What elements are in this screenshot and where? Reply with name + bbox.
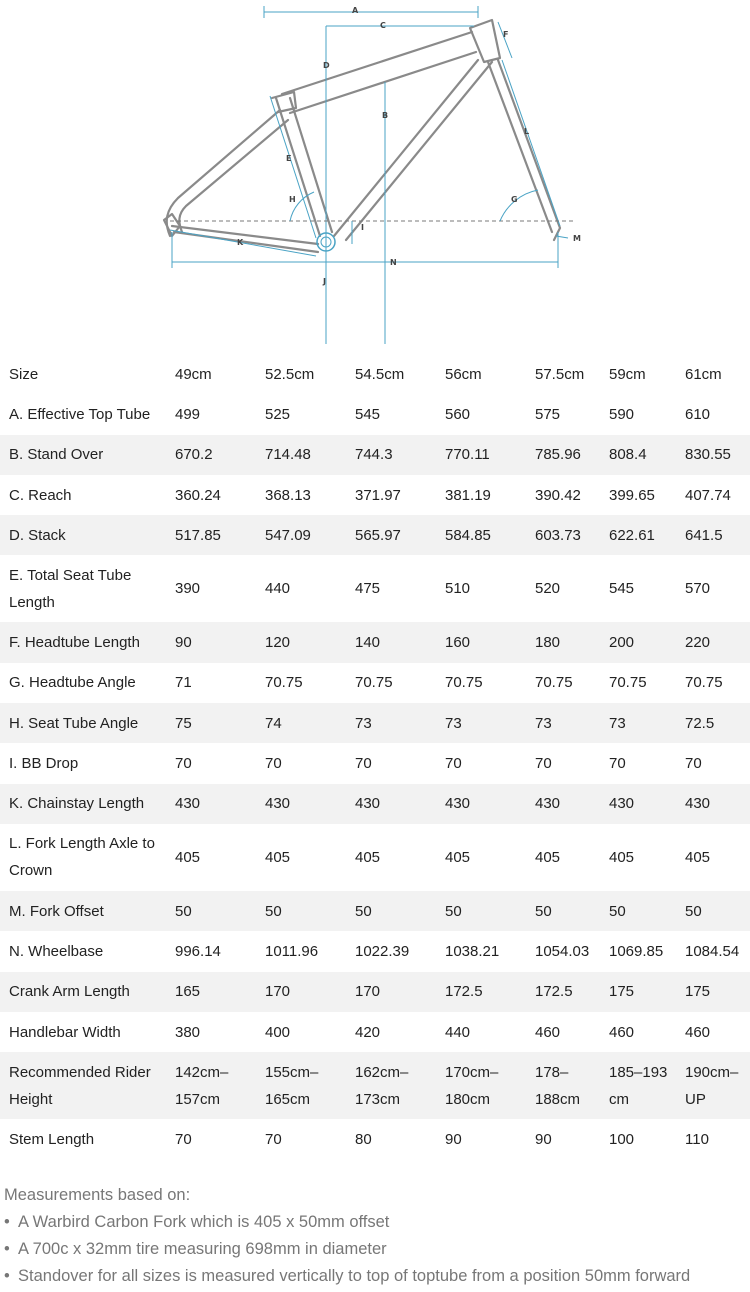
value-cell: 460 [685,1023,711,1041]
value-cell: 545 [355,405,381,423]
value-cell: 405 [355,848,381,866]
value-cell: 75 [175,714,192,732]
frame-geometry-diagram [0,0,750,350]
value-cell: 560 [445,405,471,423]
value-cell: 175 [609,983,635,1001]
value-cell: 475 [355,580,381,598]
value-cell: 499 [175,405,201,423]
value-cell: 430 [535,795,561,813]
list-item [0,1236,750,1263]
measurement-notes [0,1182,750,1290]
value-cell: 360.24 [175,486,221,504]
seat-tube [276,98,332,236]
value-cell: 641.5 [685,526,723,544]
value-cell: 73 [535,714,552,732]
value-cell: 830.55 [685,446,731,464]
row-label-cell: Stem Length [9,1130,95,1148]
value-cell: 185–193 cm [609,1063,668,1108]
table-header-row [0,354,750,394]
table-row [0,931,750,971]
down-tube [334,60,492,240]
value-cell: 50 [609,902,626,920]
header-cell: 49cm [175,365,212,383]
value-cell: 140 [355,634,381,652]
value-cell: 70.75 [685,674,723,692]
value-cell: 170 [265,983,291,1001]
value-cell: 565.97 [355,526,401,544]
note-text: A 700c x 32mm tire measuring 698mm in diameter [18,1240,387,1258]
bullet-icon: • [4,1240,10,1258]
value-cell: 200 [609,634,635,652]
table-row [0,891,750,931]
value-cell: 70 [535,755,552,773]
header-cell: 57.5cm [535,365,585,383]
table-row [0,394,750,434]
dim-label-c: C [380,21,386,30]
value-cell: 1011.96 [265,942,319,960]
value-cell: 160 [445,634,471,652]
value-cell: 90 [175,634,192,652]
value-cell: 405 [685,848,711,866]
value-cell: 175 [685,983,711,1001]
value-cell: 590 [609,405,635,423]
seat-stay [167,110,288,236]
table-row [0,622,750,662]
value-cell: 70 [609,755,626,773]
value-cell: 180 [535,634,561,652]
value-cell: 70 [685,755,702,773]
value-cell: 70.75 [535,674,573,692]
geometry-table [0,354,750,1159]
value-cell: 430 [685,795,711,813]
table-row [0,784,750,824]
value-cell: 80 [355,1130,372,1148]
dim-label-g: G [511,195,518,204]
value-cell: 50 [355,902,372,920]
value-cell: 460 [535,1023,561,1041]
row-label-cell: N. Wheelbase [9,942,104,960]
table-row [0,743,750,783]
value-cell: 70.75 [445,674,483,692]
dim-label-k: K [237,238,244,247]
row-label-cell: K. Chainstay Length [9,795,145,813]
value-cell: 380 [175,1023,201,1041]
value-cell: 399.65 [609,486,655,504]
value-cell: 120 [265,634,291,652]
value-cell: 100 [609,1130,635,1148]
value-cell: 430 [175,795,201,813]
value-cell: 785.96 [535,446,581,464]
value-cell: 70 [265,1130,282,1148]
value-cell: 90 [445,1130,462,1148]
value-cell: 73 [355,714,372,732]
value-cell: 525 [265,405,291,423]
dim-arc-g [500,190,538,221]
header-cell: Size [9,365,39,383]
row-label-cell: Crank Arm Length [9,983,130,1001]
value-cell: 74 [265,714,282,732]
header-cell: 59cm [609,365,646,383]
value-cell: 570 [685,580,711,598]
value-cell: 50 [685,902,702,920]
dim-line-e [270,96,316,238]
value-cell: 545 [609,580,635,598]
bullet-icon: • [4,1213,10,1231]
row-label-cell: A. Effective Top Tube [9,405,151,423]
value-cell: 430 [445,795,471,813]
value-cell: 70 [265,755,282,773]
row-label-cell: C. Reach [9,486,72,504]
value-cell: 390 [175,580,201,598]
table-row [0,515,750,555]
value-cell: 584.85 [445,526,491,544]
value-cell: 996.14 [175,942,221,960]
dim-label-l: L [524,127,530,136]
note-text: A Warbird Carbon Fork which is 405 x 50mm offset [18,1213,390,1231]
value-cell: 71 [175,674,192,692]
value-cell: 405 [175,848,201,866]
value-cell: 90 [535,1130,552,1148]
table-row [0,435,750,475]
value-cell: 50 [265,902,282,920]
bullet-icon: • [4,1267,10,1285]
row-label-cell: M. Fork Offset [9,902,104,920]
value-cell: 1069.85 [609,942,664,960]
value-cell: 50 [535,902,552,920]
value-cell: 744.3 [355,446,393,464]
value-cell: 714.48 [265,446,311,464]
dim-label-f: F [503,30,509,39]
top-tube [282,32,476,113]
value-cell: 390.42 [535,486,581,504]
value-cell: 770.11 [445,446,490,464]
value-cell: 178–188cm [535,1063,581,1108]
table-body [0,394,750,1159]
value-cell: 162cm–173cm [355,1063,409,1108]
value-cell: 170cm–180cm [445,1063,499,1108]
dim-label-h: H [289,195,296,204]
row-label-cell: E. Total Seat Tube Length [9,566,132,611]
value-cell: 440 [445,1023,471,1041]
value-cell: 172.5 [445,983,483,1001]
dim-label-e: E [286,154,292,163]
table-row [0,1012,750,1052]
table-row [0,1052,750,1119]
value-cell: 407.74 [685,486,731,504]
value-cell: 510 [445,580,471,598]
value-cell: 1038.21 [445,942,500,960]
list-item [0,1263,750,1290]
value-cell: 1022.39 [355,942,410,960]
dim-label-a: A [352,6,359,15]
value-cell: 72.5 [685,714,715,732]
value-cell: 440 [265,580,291,598]
value-cell: 368.13 [265,486,311,504]
note-text: Standover for all sizes is measured vertically to top of toptube from a position 50mm forward [18,1267,691,1285]
dim-label-b: B [382,111,389,120]
value-cell: 622.61 [609,526,655,544]
value-cell: 155cm–165cm [265,1063,319,1108]
notes-list [0,1209,750,1290]
row-label-cell: F. Headtube Length [9,634,140,652]
dim-label-j: J [323,277,326,286]
value-cell: 405 [609,848,635,866]
dim-label-n: N [390,258,397,267]
value-cell: 400 [265,1023,291,1041]
table-row [0,824,750,891]
value-cell: 70 [175,755,192,773]
table-row [0,475,750,515]
fork [488,60,560,240]
value-cell: 405 [265,848,291,866]
table-row [0,703,750,743]
value-cell: 220 [685,634,711,652]
row-label-cell: B. Stand Over [9,446,104,464]
chain-stay [172,226,318,252]
value-cell: 70 [175,1130,192,1148]
value-cell: 110 [685,1130,709,1148]
value-cell: 1054.03 [535,942,590,960]
header-cell: 52.5cm [265,365,315,383]
row-label-cell: H. Seat Tube Angle [9,714,139,732]
value-cell: 70.75 [355,674,393,692]
value-cell: 430 [265,795,291,813]
value-cell: 142cm–157cm [175,1063,229,1108]
value-cell: 670.2 [175,446,213,464]
value-cell: 460 [609,1023,635,1041]
row-label-cell: Handlebar Width [9,1023,121,1041]
header-cell: 54.5cm [355,365,405,383]
value-cell: 70 [445,755,462,773]
dimension-lines [170,6,575,344]
value-cell: 603.73 [535,526,581,544]
row-label-cell: D. Stack [9,526,66,544]
head-tube [470,20,500,62]
row-label-cell: Recommended Rider Height [9,1063,151,1108]
value-cell: 70.75 [265,674,303,692]
value-cell: 50 [445,902,462,920]
value-cell: 547.09 [265,526,311,544]
value-cell: 371.97 [355,486,401,504]
value-cell: 170 [355,983,381,1001]
value-cell: 517.85 [175,526,221,544]
value-cell: 165 [175,983,201,1001]
dim-label-m: M [573,234,581,243]
value-cell: 420 [355,1023,381,1041]
table-row [0,972,750,1012]
value-cell: 575 [535,405,561,423]
table-row [0,1119,750,1159]
value-cell: 73 [609,714,626,732]
table-row [0,663,750,703]
value-cell: 172.5 [535,983,573,1001]
row-label-cell: L. Fork Length Axle to Crown [9,835,155,880]
value-cell: 381.19 [445,486,491,504]
value-cell: 73 [445,714,462,732]
dim-label-d: D [323,61,330,70]
list-item [0,1209,750,1236]
value-cell: 1084.54 [685,942,740,960]
value-cell: 70.75 [609,674,647,692]
dim-line-f [498,22,512,58]
value-cell: 610 [685,405,711,423]
value-cell: 70 [355,755,372,773]
value-cell: 50 [175,902,192,920]
bike-frame [164,20,560,252]
frame-geometry-svg [0,0,750,350]
value-cell: 405 [445,848,471,866]
row-label-cell: I. BB Drop [9,755,79,773]
value-cell: 190cm–UP [685,1063,739,1108]
value-cell: 430 [609,795,635,813]
dim-label-i: I [361,223,364,232]
value-cell: 405 [535,848,561,866]
header-cell: 56cm [445,365,482,383]
notes-title: Measurements based on: [4,1186,191,1204]
value-cell: 808.4 [609,446,647,464]
header-cell: 61cm [685,365,722,383]
value-cell: 520 [535,580,561,598]
value-cell: 430 [355,795,381,813]
table-row [0,555,750,622]
row-label-cell: G. Headtube Angle [9,674,136,692]
